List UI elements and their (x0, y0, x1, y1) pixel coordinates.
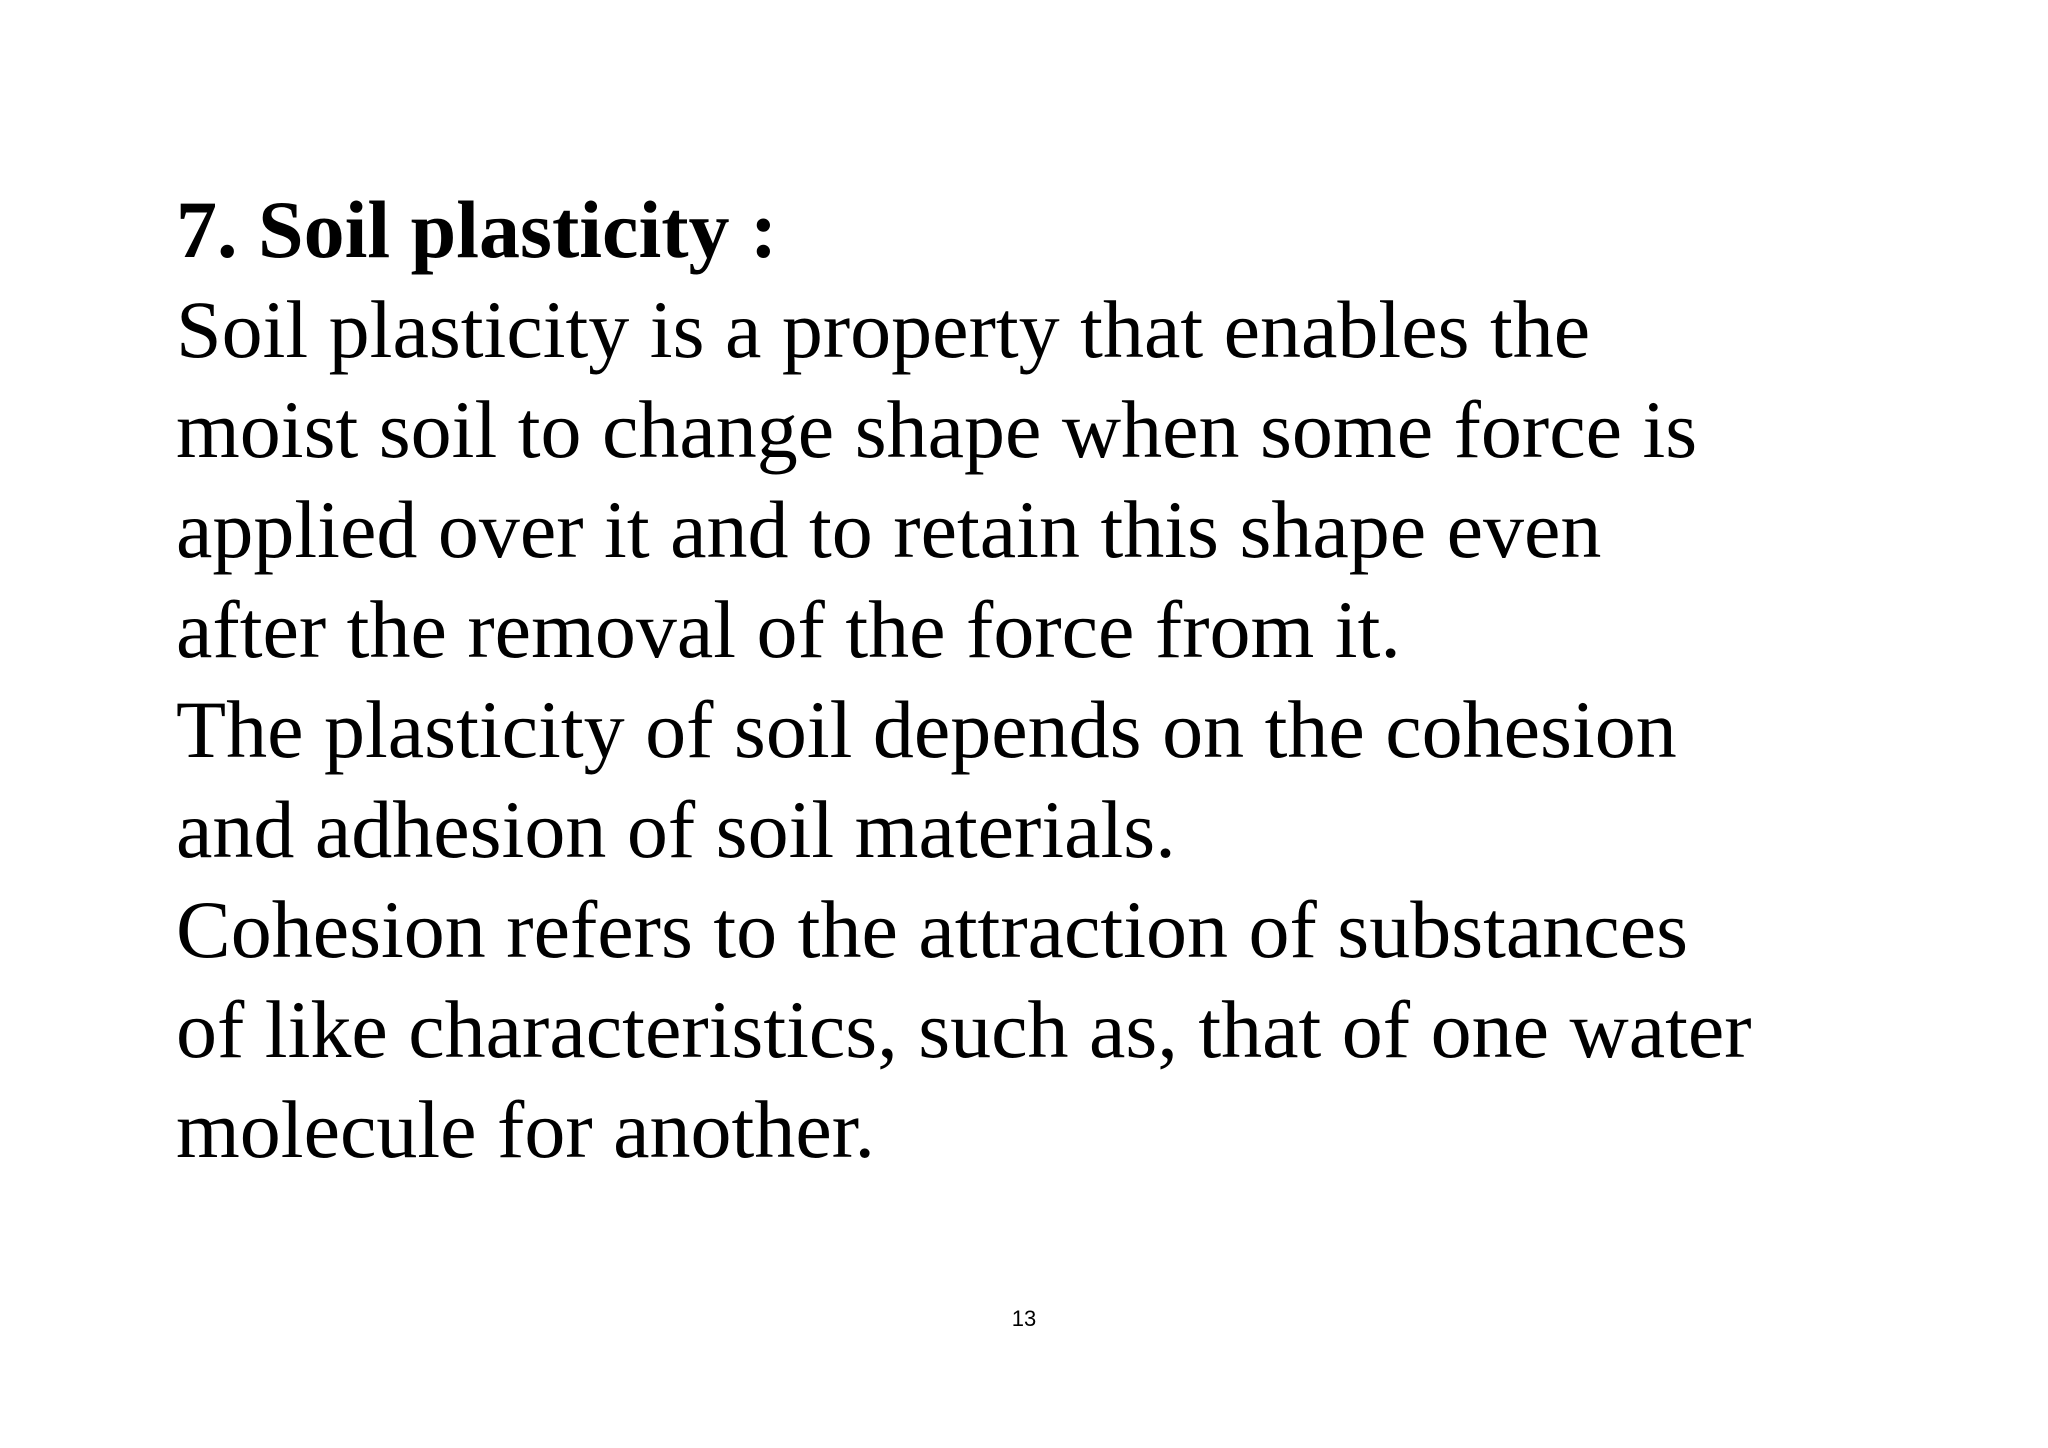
body-line: and adhesion of soil materials. (176, 784, 1176, 875)
body-line: of like characteristics, such as, that of one water (176, 984, 1752, 1075)
body-line: applied over it and to retain this shape even (176, 484, 1602, 575)
slide-heading: 7. Soil plasticity : (176, 184, 778, 275)
body-line: after the removal of the force from it. (176, 584, 1401, 675)
body-line: The plasticity of soil depends on the cohesion (176, 684, 1677, 775)
body-line: moist soil to change shape when some force is (176, 384, 1698, 475)
body-line: molecule for another. (176, 1084, 876, 1175)
slide-content (176, 180, 1976, 1180)
body-line: Soil plasticity is a property that enables the (176, 284, 1591, 375)
body-line: Cohesion refers to the attraction of substances (176, 884, 1688, 975)
page-number: 13 (1011, 1306, 1037, 1331)
